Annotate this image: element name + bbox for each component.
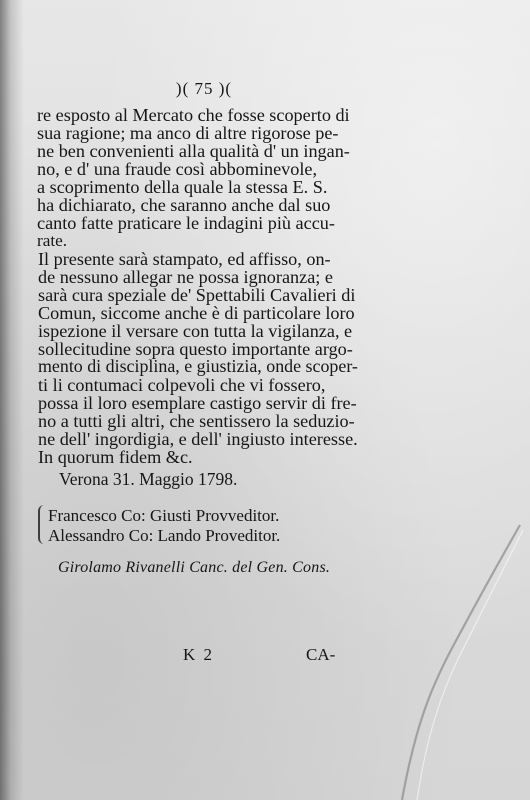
text-line-17: possa il loro esemplare castigo servir di fre- bbox=[38, 393, 357, 413]
text-line-2: sua ragione; ma anco di altre rigorose pe- bbox=[37, 123, 339, 143]
text-line-20: In quorum fidem &c. bbox=[38, 447, 193, 467]
text-line-1: re esposto al Mercato che fosse scoperto di bbox=[37, 105, 350, 125]
text-line-16: ti li contumaci colpevoli che vi fossero, bbox=[38, 375, 326, 395]
page-number: )( 75 )( bbox=[175, 79, 233, 98]
text-line-7: canto fatte praticare le indagini più accu- bbox=[37, 213, 335, 233]
text-line-4: no, e d' una fraude così abbominevole, bbox=[37, 159, 318, 179]
text-line-15: mento di disciplina, e giustizia, onde scoper- bbox=[38, 356, 358, 376]
text-line-5: a scoprimento della quale la stessa E. S. bbox=[37, 177, 328, 197]
signatory-1: Francesco Co: Giusti Provveditor. bbox=[48, 506, 280, 525]
text-line-8: rate. bbox=[37, 231, 68, 250]
text-line-19: ne dell' ingordigia, e dell' ingiusto interesse. bbox=[38, 429, 358, 449]
text-line-9: Il presente sarà stampato, ed affisso, on- bbox=[38, 249, 331, 269]
text-line-3: ne ben convenienti alla qualità d' un ingan- bbox=[37, 141, 350, 161]
text-line-12: Comun, siccome anche è di particolare loro bbox=[38, 303, 355, 323]
signatory-brace bbox=[38, 505, 48, 544]
text-line-10: de nessuno allegar ne possa ignoranza; e bbox=[38, 267, 333, 287]
binding-shadow bbox=[0, 0, 24, 800]
text-line-18: no a tutti gli altri, che sentissero la seduzio- bbox=[38, 411, 355, 431]
text-line-11: sarà cura speziale de' Spettabili Cavalieri di bbox=[38, 285, 356, 305]
text-line-6: ha dichiarato, che saranno anche dal suo bbox=[37, 195, 331, 215]
text-line-13: ispezione il versare con tutta la vigilanza, e bbox=[38, 321, 353, 341]
signature-mark: K 2 bbox=[183, 645, 215, 664]
text-line-14: sollecitudine sopra questo importante argo- bbox=[38, 339, 353, 359]
chancellor-line: Girolamo Rivanelli Canc. del Gen. Cons. bbox=[58, 559, 331, 576]
catchword: CA- bbox=[306, 645, 336, 664]
date-line: Verona 31. Maggio 1798. bbox=[59, 469, 238, 489]
signatory-2: Alessandro Co: Lando Proveditor. bbox=[48, 526, 281, 545]
